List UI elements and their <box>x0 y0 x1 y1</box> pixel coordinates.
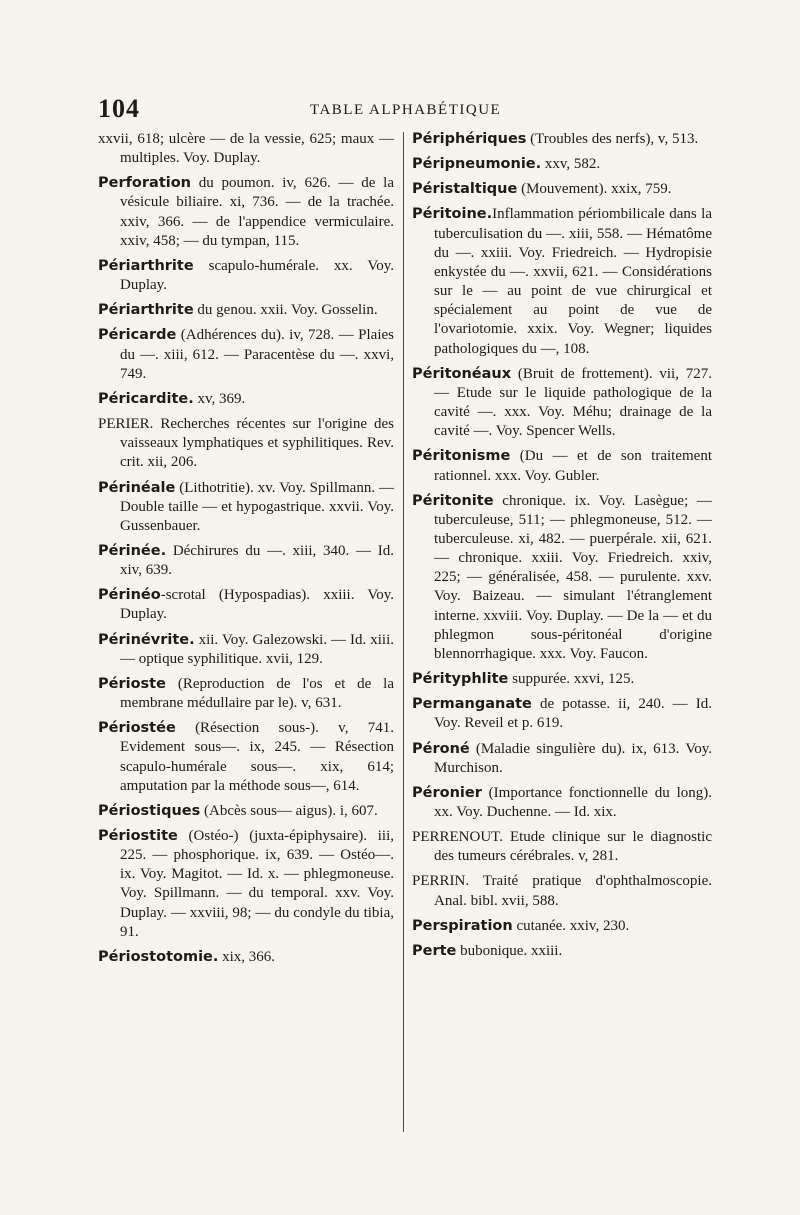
entry-text: du genou. xxii. Voy. Gosselin. <box>193 302 378 319</box>
index-entry <box>98 948 394 967</box>
entry-headword: Périnévrite. <box>98 631 195 648</box>
entry-text: xii. Voy. Galezowski. — Id. xiii. — optique syphilitique. xvii, 129. <box>120 631 394 667</box>
entry-headword: Péristaltique <box>412 181 518 198</box>
index-entry <box>98 542 394 580</box>
entry-headword: Pérityphlite <box>412 671 509 688</box>
entry-text: (Bruit de frottement). vii, 727. — Etude sur le liquide pathologique de la cavité —. xxx. Voy. Méhu; drainage de la cavité —. Voy. Spencer Wells. <box>434 365 712 440</box>
entry-headword: Péricardite. <box>98 390 194 407</box>
entry-text: xv, 369. <box>193 390 246 407</box>
entry-text: PERRIN. Traité pratique d'ophthalmoscopie. Anal. bibl. xvii, 588. <box>412 873 712 909</box>
index-entry <box>412 784 712 822</box>
index-entry <box>412 740 712 778</box>
entry-text: (Résection sous-). v, 741. Evidement sous—. ix, 245. — Résection scapulo-humérale sous—. xix, 614; amputation par la méthode sous—, 614. <box>120 720 394 794</box>
entry-text: (Abcès sous— aigus). i, 607. <box>200 802 378 819</box>
index-entry <box>412 670 712 689</box>
index-entry <box>98 631 394 669</box>
index-entry <box>98 675 394 713</box>
index-entry <box>412 492 712 664</box>
entry-text: scapulo-humérale. xx. Voy. Duplay. <box>120 257 394 294</box>
entry-text: Inflammation périombilicale dans la tuberculisation du —. xiii, 558. — Hématôme du —. xxiii. Voy. Friedreich. — Hydropisie enkystée du —. xxvii, 621. — Considérations sur le — au point de vue chirurgical et spécialement au point de vue de l'ovariotomie. xxix. Voy. Wegner; liquides pathologiques du —, 108. <box>434 206 712 357</box>
column-divider <box>403 132 404 1132</box>
index-entry <box>412 917 712 936</box>
entry-text: bubonique. xxiii. <box>456 942 563 959</box>
entry-text: -scrotal (Hypospadias). xxiii. Voy. Duplay. <box>120 587 394 623</box>
index-entry <box>98 301 394 320</box>
entry-headword: Perspiration <box>412 917 513 934</box>
entry-headword: Périarthrite <box>98 257 194 274</box>
entry-text: de potasse. ii, 240. — Id. Voy. Reveil et p. 619. <box>434 696 712 732</box>
index-entry <box>98 390 394 409</box>
entry-headword: Péronier <box>412 784 482 801</box>
index-entry <box>98 415 394 472</box>
running-title: TABLE ALPHABÉTIQUE <box>310 102 502 118</box>
entry-headword: Périostite <box>98 828 178 844</box>
entry-text: (Troubles des nerfs), v, 513. <box>526 131 699 147</box>
entry-headword: Périnée. <box>98 542 167 559</box>
entry-headword: Péritoine. <box>412 206 493 223</box>
index-entry <box>98 257 394 295</box>
index-entry <box>412 365 712 442</box>
entry-headword: Péroné <box>412 740 470 757</box>
entry-text: (Lithotritie). xv. Voy. Spillmann. — Double taille — et hypogastrique. xxvii. Voy. Gussenbauer. <box>120 479 394 534</box>
entry-headword: Péritonisme <box>412 448 511 465</box>
entry-text: cutanée. xxiv, 230. <box>512 917 630 934</box>
index-entry <box>98 174 394 251</box>
entry-text: xxv, 582. <box>541 156 601 173</box>
index-entry <box>412 942 712 961</box>
entry-text: (Du — et de son traitement rationnel. xxx. Voy. Gubler. <box>434 448 712 484</box>
entry-text: chronique. ix. Voy. Lasègue; — tuberculeuse, 511; — phlegmoneuse, 512. — tuberculeuse. xi, 482. — puerpérale. xii, 621. — chronique. xxiii. Voy. Friedreich. xxiv, 225; — généralisée, 458. — purulente. xxv. Voy. Baizeau. — simulant l'étranglement interne. xxviii. Voy. Duplay. — De la — et du phlegmon sous-péritonéal d'origine blennorrhagique. xxx. Voy. Faucon. <box>434 492 712 662</box>
entry-text: xxvii, 618; ulcère — de la vessie, 625; maux — multiples. Voy. Duplay. <box>98 131 394 167</box>
index-entry <box>98 802 394 821</box>
entry-headword: Périostotomie. <box>98 948 219 965</box>
entry-headword: Perte <box>412 942 457 959</box>
entry-text: xix, 366. <box>218 948 276 965</box>
entry-text: (Importance fonctionnelle du long). xx. Voy. Duchenne. — Id. xix. <box>434 784 712 820</box>
entry-text: (Adhérences du). iv, 728. — Plaies du —. xiii, 612. — Paracentèse du —. xxvi, 749. <box>120 327 394 382</box>
index-entry <box>98 130 394 168</box>
entry-headword: Péritonite <box>412 492 494 509</box>
entry-text: (Maladie singulière du). ix, 613. Voy. Murchison. <box>434 740 712 776</box>
entry-headword: Périphériques <box>412 131 527 147</box>
index-entry <box>412 155 712 174</box>
entry-headword: Péritonéaux <box>412 365 512 382</box>
index-entry <box>98 719 394 796</box>
entry-headword: Permanganate <box>412 696 532 713</box>
entry-text: (Ostéo-) (juxta-épiphysaire). iii, 225. — phosphorique. ix, 639. — Ostéo—. ix. Voy. Magitot. — Id. x. — phlegmoneuse. Voy. Spillmann. — du temporal. xxv. Voy. Duplay. — xxviii, 98; — du condyle du tibia, 91. <box>120 828 394 940</box>
index-entry <box>412 205 712 358</box>
entry-headword: Périoste <box>98 675 166 692</box>
index-entry <box>412 828 712 866</box>
entry-text: du poumon. iv, 626. — de la vésicule biliaire. xi, 736. — de la trachée. xxiv, 366. — de l'appendice vermiculaire. xxiv, 458; — du tympan, 115. <box>120 175 394 249</box>
entry-headword: Perforation <box>98 175 192 192</box>
index-entry <box>412 872 712 910</box>
index-entry <box>98 827 394 942</box>
index-entry <box>98 586 394 624</box>
index-entry <box>98 479 394 536</box>
index-entry <box>412 447 712 485</box>
entry-text: PERIER. Recherches récentes sur l'origine des vaisseaux lymphatiques et syphilitiques. Rev. crit. xii, 206. <box>98 416 394 471</box>
entry-headword: Périostée <box>98 720 176 737</box>
entry-text: (Mouvement). xxix, 759. <box>517 181 672 198</box>
index-entry <box>98 326 394 383</box>
entry-text: PERRENOUT. Etude clinique sur le diagnostic des tumeurs cérébrales. v, 281. <box>412 829 712 865</box>
index-entry <box>412 130 712 149</box>
page-header <box>98 96 712 126</box>
index-entry <box>412 180 712 199</box>
entry-text: suppurée. xxvi, 125. <box>508 671 635 688</box>
entry-headword: Périnéale <box>98 479 176 496</box>
index-entry <box>412 695 712 733</box>
entry-text: Déchirures du —. xiii, 340. — Id. xiv, 639. <box>120 542 394 579</box>
entry-headword: Périnéo <box>98 587 161 604</box>
entry-headword: Périarthrite <box>98 302 194 319</box>
entry-headword: Périostiques <box>98 802 201 819</box>
index-column-left <box>98 130 394 973</box>
page-number: 104 <box>98 94 140 123</box>
entry-headword: Péricarde <box>98 327 177 344</box>
entry-text: (Reproduction de l'os et de la membrane médullaire par le). v, 631. <box>120 675 394 712</box>
entry-headword: Péripneumonie. <box>412 156 542 173</box>
index-column-right <box>412 130 712 967</box>
